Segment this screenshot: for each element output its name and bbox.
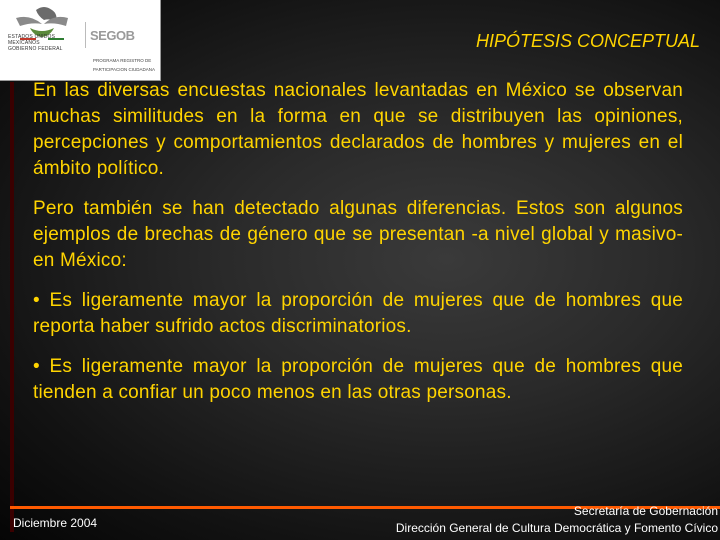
bullet-paragraph: • Es ligeramente mayor la proporción de mujeres que de hombres que reporta haber sufrido actos discriminatorios. [33, 290, 683, 337]
left-accent-bar [10, 82, 14, 532]
footer-date: Diciembre 2004 [13, 516, 98, 530]
footer-organization [396, 503, 718, 537]
logo-subtitle: PROGRAMA REGISTRO DE [93, 58, 152, 63]
bullet-paragraph: • Es ligeramente mayor la proporción de mujeres que de hombres que tienden a confiar un poco menos en las otras personas. [33, 356, 683, 403]
logo-divider [85, 22, 86, 48]
org-name: Secretaría de Gobernación [573, 504, 718, 518]
logo-text-line: GOBIERNO FEDERAL [8, 46, 63, 52]
paragraph: En las diversas encuestas nacionales levantadas en México se observan muchas similitudes en la forma en que se distribuyen las opiniones, percepciones y comportamientos declarados de hombres y mujeres en el ámbito político. [33, 80, 683, 179]
logo-text-line: ESTADOS UNIDOS MEXICANOS [8, 34, 56, 46]
logo-subtitle: PARTICIPACION CIUDADANA [93, 67, 156, 72]
slide-title: HIPÓTESIS CONCEPTUAL [475, 31, 700, 51]
slide-body [33, 78, 683, 420]
org-department: Dirección General de Cultura Democrática y Fomento Cívico [395, 521, 718, 535]
government-logo [0, 0, 161, 81]
paragraph: Pero también se han detectado algunas diferencias. Estos son algunos ejemplos de brechas de género que se presentan -a nivel global y masivo- en México: [33, 198, 683, 271]
segob-brand: SEGOB [90, 28, 135, 43]
